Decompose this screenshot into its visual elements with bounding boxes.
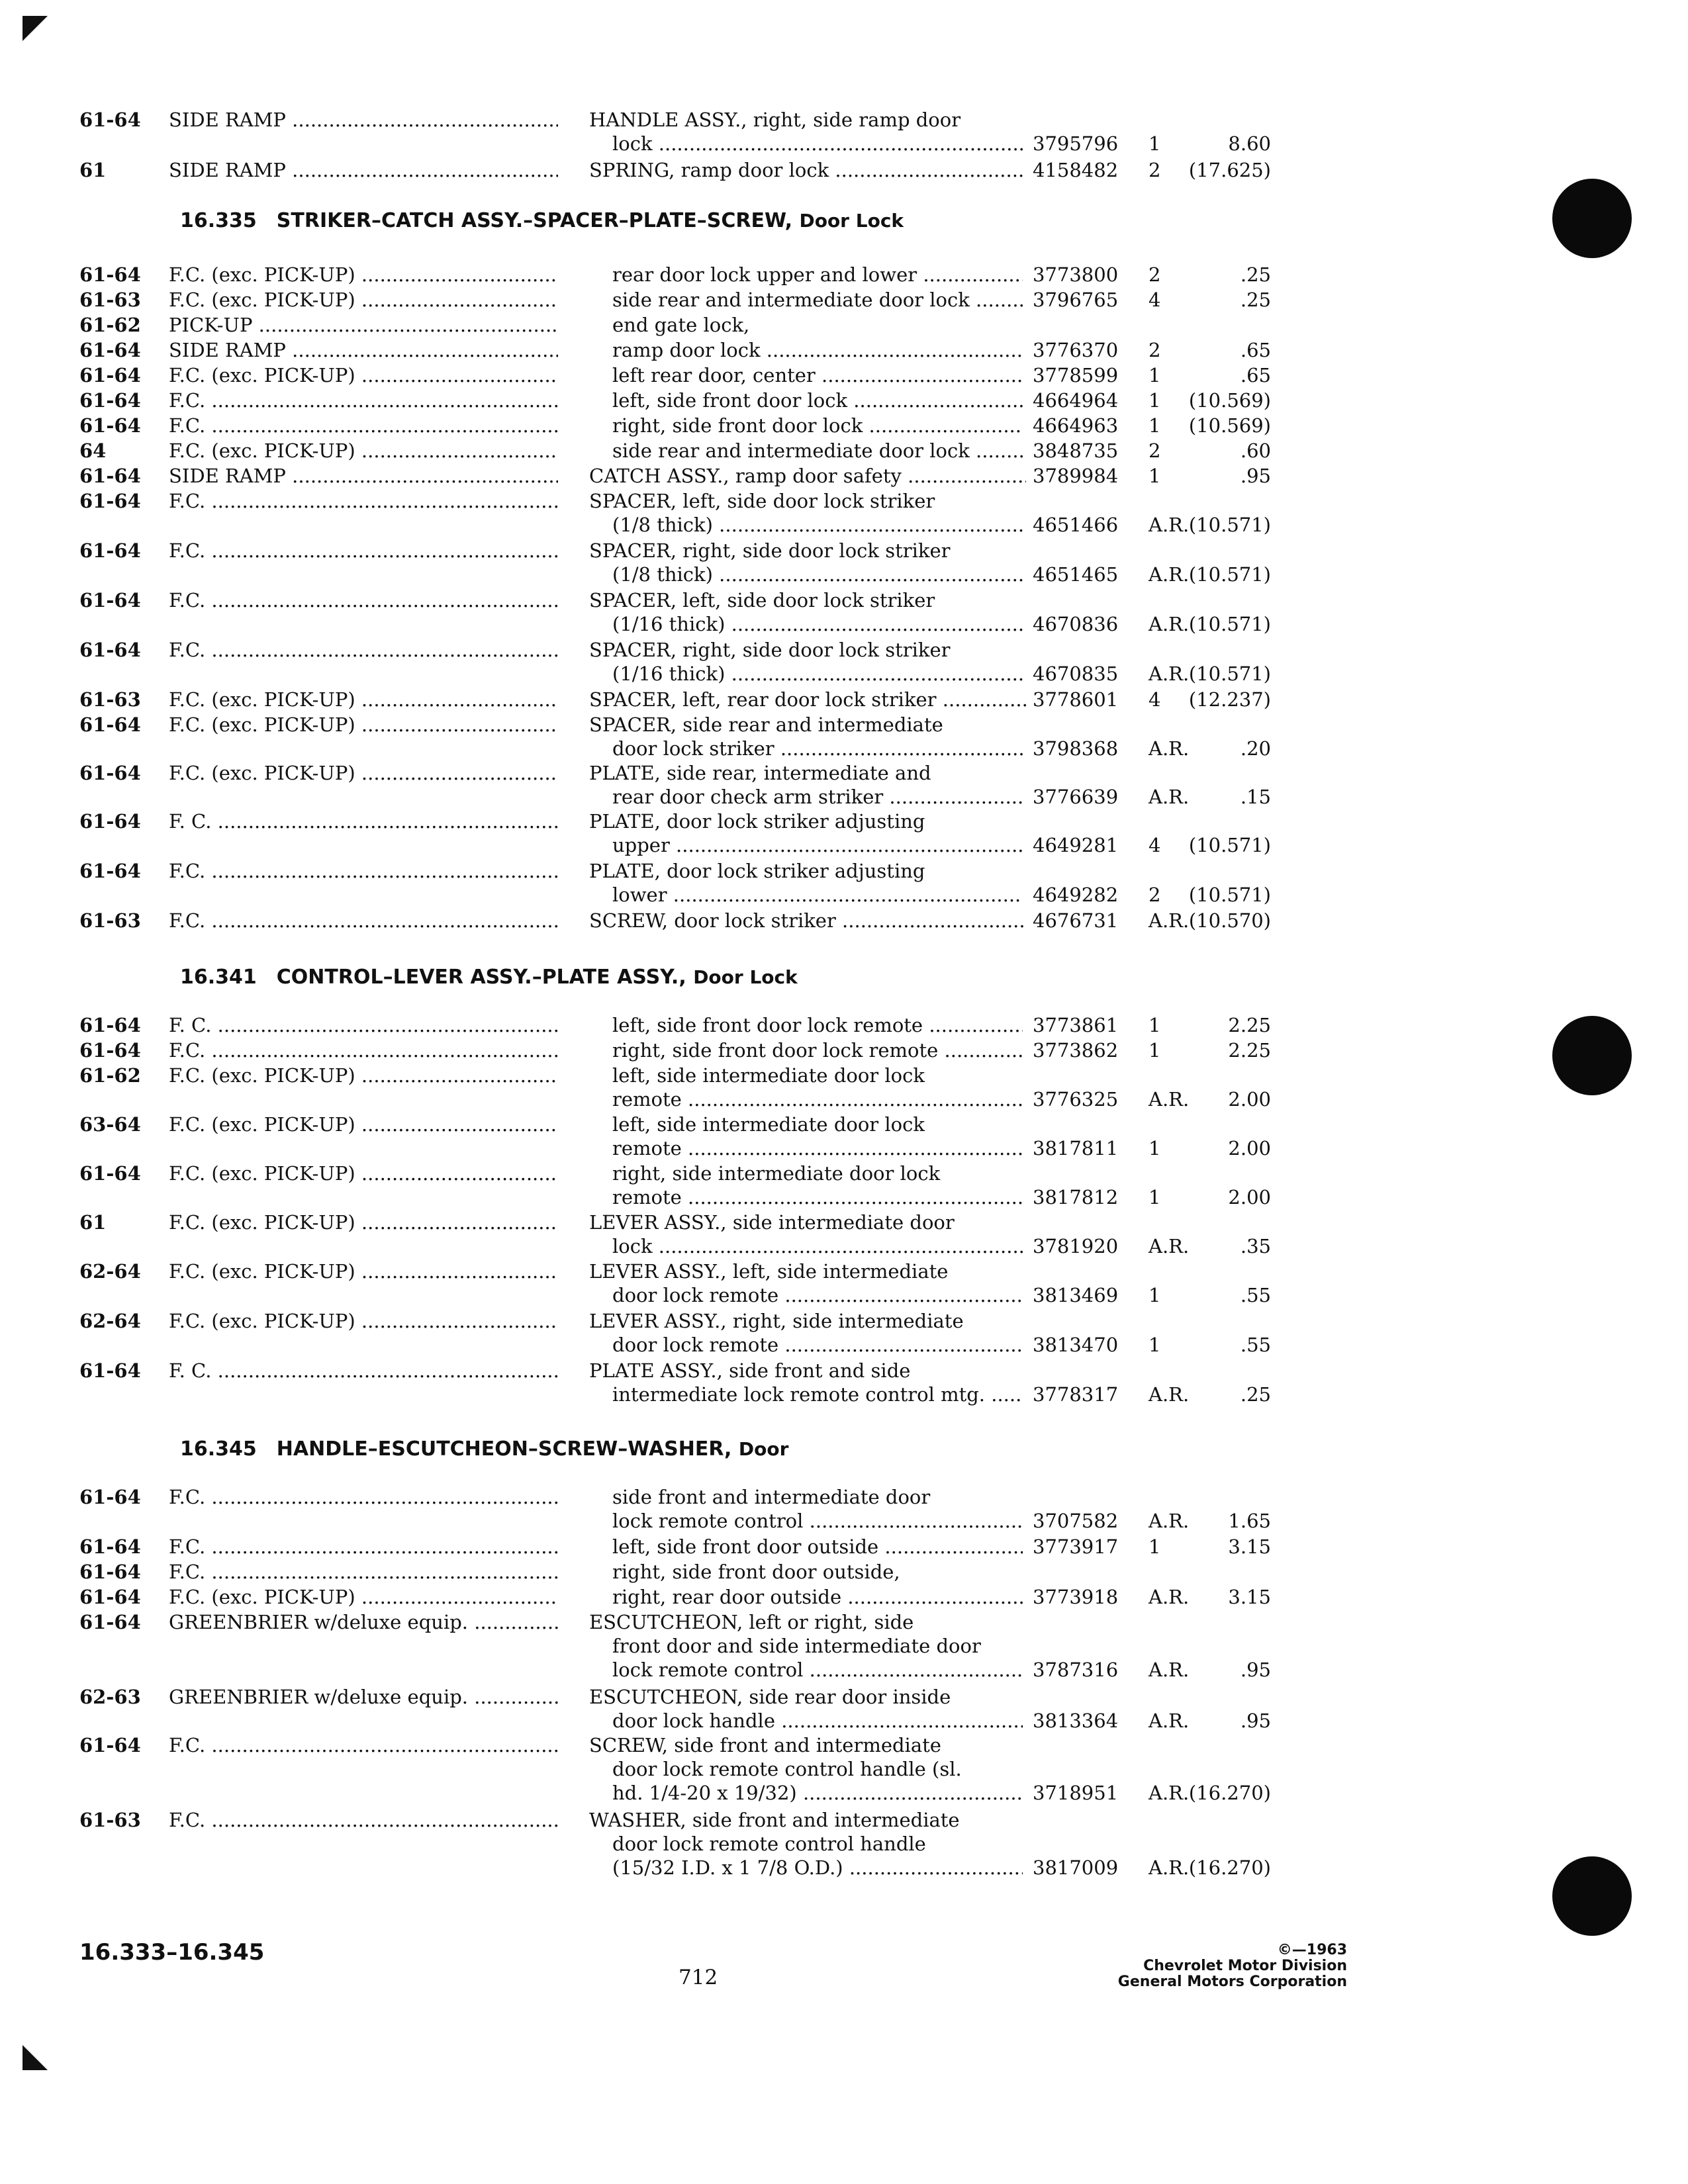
part-description: left, side front door lock .....: [612, 388, 1023, 413]
part-description: front door and side intermediate door: [612, 1635, 981, 1657]
part-number: 3776639: [1033, 786, 1119, 808]
group-number: .20: [1240, 737, 1271, 760]
part-number: 4676731: [1033, 909, 1119, 932]
model-year: 61-64: [79, 490, 141, 512]
vehicle-model: F.C. .....: [169, 1733, 558, 1758]
quantity: 2: [1149, 263, 1161, 286]
part-number: 3773917: [1033, 1535, 1119, 1558]
model-year: 61-62: [79, 1064, 141, 1087]
model-year: 61-64: [79, 589, 141, 612]
part-number: 3776370: [1033, 339, 1119, 361]
quantity: 1: [1149, 1284, 1161, 1306]
group-number: (10.571): [1188, 514, 1271, 536]
copyright-notice: ©—1963: [1277, 1942, 1347, 1958]
quantity: 2: [1149, 439, 1161, 462]
publisher-block: [1086, 1942, 1347, 1990]
section-title: CONTROL–LEVER ASSY.–PLATE ASSY.,: [276, 966, 686, 989]
section-heading: [180, 1435, 788, 1464]
part-description: SPACER, left, side door lock striker: [589, 490, 935, 512]
part-description: (1/16 thick) .....: [612, 612, 1023, 637]
group-number: 2.25: [1228, 1039, 1271, 1062]
vehicle-model: F.C. (exc. PICK-UP) .....: [169, 1161, 558, 1186]
quantity: A.R.: [1149, 1235, 1190, 1257]
quantity: 1: [1149, 132, 1161, 155]
part-description: remote .....: [612, 1136, 1023, 1161]
part-description: lock remote control .....: [612, 1657, 1023, 1682]
section-heading: [180, 963, 798, 992]
group-number: .25: [1240, 1383, 1271, 1406]
model-year: 61-63: [79, 1809, 141, 1831]
part-description: side rear and intermediate door lock .....: [612, 287, 1023, 312]
vehicle-model: F.C. (exc. PICK-UP) .....: [169, 1063, 558, 1088]
footer-section-range: 16.333–16.345: [79, 1939, 265, 1966]
model-year: 61-64: [79, 364, 141, 387]
model-year: 62-64: [79, 1310, 141, 1332]
part-number: 3817811: [1033, 1137, 1119, 1160]
part-number: 3817812: [1033, 1186, 1119, 1208]
group-number: 3.15: [1228, 1586, 1271, 1608]
model-year: 61-64: [79, 109, 141, 131]
quantity: A.R.: [1149, 1782, 1190, 1804]
part-description: right, side intermediate door lock: [612, 1162, 941, 1185]
part-description: lock .....: [612, 131, 1023, 156]
part-description: right, side front door lock .....: [612, 413, 1023, 438]
quantity: 4: [1149, 834, 1161, 856]
vehicle-model: F.C. .....: [169, 588, 558, 613]
model-year: 61-64: [79, 1611, 141, 1633]
quantity: A.R.: [1149, 514, 1190, 536]
vehicle-model: SIDE RAMP .....: [169, 158, 558, 183]
part-number: 3787316: [1033, 1659, 1119, 1681]
part-number: 3781920: [1033, 1235, 1119, 1257]
part-description: SCREW, door lock striker .....: [589, 908, 1026, 933]
quantity: A.R.: [1149, 1586, 1190, 1608]
vehicle-model: F.C. .....: [169, 538, 558, 563]
part-description: PLATE, door lock striker adjusting: [589, 860, 925, 882]
model-year: 61-64: [79, 639, 141, 661]
part-description: remote .....: [612, 1087, 1023, 1112]
group-number: .15: [1240, 786, 1271, 808]
model-year: 61-64: [79, 339, 141, 361]
part-description: left, side intermediate door lock: [612, 1064, 925, 1087]
vehicle-model: F.C. .....: [169, 388, 558, 413]
section-number: 16.341: [180, 966, 257, 989]
part-description: door lock remote control handle (sl.: [612, 1758, 962, 1780]
vehicle-model: GREENBRIER w/deluxe equip. .....: [169, 1684, 558, 1709]
part-number: 4649281: [1033, 834, 1119, 856]
vehicle-model: F.C. (exc. PICK-UP) .....: [169, 438, 558, 463]
vehicle-model: F.C. .....: [169, 1534, 558, 1559]
group-number: .60: [1240, 439, 1271, 462]
vehicle-model: F. C. .....: [169, 1358, 558, 1383]
quantity: 1: [1149, 1186, 1161, 1208]
part-description: right, side front door lock remote .....: [612, 1038, 1023, 1063]
vehicle-model: F.C. .....: [169, 1484, 558, 1510]
vehicle-model: F.C. .....: [169, 908, 558, 933]
part-description: SPACER, right, side door lock striker: [589, 639, 951, 661]
model-year: 62-63: [79, 1686, 141, 1708]
part-description: door lock remote .....: [612, 1283, 1023, 1308]
model-year: 61: [79, 1211, 107, 1234]
group-number: .55: [1240, 1334, 1271, 1356]
vehicle-model: GREENBRIER w/deluxe equip. .....: [169, 1610, 558, 1635]
group-number: 2.25: [1228, 1014, 1271, 1036]
quantity: A.R.: [1149, 786, 1190, 808]
quantity: 1: [1149, 1039, 1161, 1062]
vehicle-model: F. C. .....: [169, 809, 558, 834]
quantity: A.R.: [1149, 1856, 1190, 1879]
part-description: HANDLE ASSY., right, side ramp door: [589, 109, 961, 131]
part-number: 3773918: [1033, 1586, 1119, 1608]
part-description: PLATE ASSY., side front and side: [589, 1359, 911, 1382]
quantity: 1: [1149, 364, 1161, 387]
part-description: left, side front door lock remote .....: [612, 1013, 1023, 1038]
section-title-suffix: Door: [738, 1438, 789, 1460]
model-year: 61-64: [79, 539, 141, 562]
part-description: SPACER, left, side door lock striker: [589, 589, 935, 612]
part-description: side rear and intermediate door lock .....: [612, 438, 1023, 463]
quantity: A.R.: [1149, 1709, 1190, 1732]
group-number: (12.237): [1188, 688, 1271, 711]
group-number: 3.15: [1228, 1535, 1271, 1558]
group-number: 2.00: [1228, 1088, 1271, 1111]
vehicle-model: F.C. (exc. PICK-UP) .....: [169, 1584, 558, 1610]
vehicle-model: F.C. (exc. PICK-UP) .....: [169, 760, 558, 786]
group-number: .25: [1240, 263, 1271, 286]
part-description: door lock striker .....: [612, 736, 1023, 761]
part-description: SPACER, side rear and intermediate: [589, 713, 943, 736]
quantity: 1: [1149, 389, 1161, 412]
part-description: rear door check arm striker .....: [612, 784, 1023, 809]
group-number: .65: [1240, 339, 1271, 361]
part-description: remote .....: [612, 1185, 1023, 1210]
part-description: right, side front door outside,: [612, 1561, 900, 1583]
division-name: Chevrolet Motor Division: [1143, 1958, 1347, 1974]
quantity: 1: [1149, 1137, 1161, 1160]
part-number: 4649282: [1033, 884, 1119, 906]
vehicle-model: F.C. (exc. PICK-UP) .....: [169, 712, 558, 737]
group-number: .95: [1240, 1659, 1271, 1681]
quantity: 1: [1149, 414, 1161, 437]
group-number: (16.270): [1188, 1856, 1271, 1879]
part-description: left, side intermediate door lock: [612, 1113, 925, 1136]
group-number: .55: [1240, 1284, 1271, 1306]
model-year: 61-64: [79, 1535, 141, 1558]
part-description: (1/16 thick) .....: [612, 661, 1023, 686]
group-number: (10.569): [1188, 414, 1271, 437]
model-year: 61-64: [79, 389, 141, 412]
model-year: 61-64: [79, 1162, 141, 1185]
vehicle-model: F.C. (exc. PICK-UP) .....: [169, 1112, 558, 1137]
part-number: 3813364: [1033, 1709, 1119, 1732]
vehicle-model: F.C. .....: [169, 488, 558, 514]
vehicle-model: F.C. .....: [169, 637, 558, 662]
part-description: hd. 1/4-20 x 19/32) .....: [612, 1780, 1023, 1805]
vehicle-model: F.C. .....: [169, 413, 558, 438]
vehicle-model: F.C. .....: [169, 1038, 558, 1063]
model-year: 61-64: [79, 1014, 141, 1036]
part-number: 4651466: [1033, 514, 1119, 536]
group-number: 2.00: [1228, 1186, 1271, 1208]
model-year: 61-63: [79, 909, 141, 932]
model-year: 61-64: [79, 860, 141, 882]
model-year: 61-63: [79, 289, 141, 311]
registration-mark-bottom-left: [23, 2045, 48, 2070]
quantity: 1: [1149, 465, 1161, 487]
part-description: LEVER ASSY., right, side intermediate: [589, 1310, 964, 1332]
section-title-suffix: Door Lock: [799, 210, 904, 232]
part-number: 3813470: [1033, 1334, 1119, 1356]
model-year: 61-64: [79, 810, 141, 833]
quantity: A.R.: [1149, 1510, 1190, 1532]
quantity: 2: [1149, 159, 1161, 181]
model-year: 61-64: [79, 1039, 141, 1062]
quantity: A.R.: [1149, 1383, 1190, 1406]
quantity: 1: [1149, 1334, 1161, 1356]
part-description: door lock handle .....: [612, 1708, 1023, 1733]
group-number: (17.625): [1188, 159, 1271, 181]
model-year: 63-64: [79, 1113, 141, 1136]
vehicle-model: F.C. .....: [169, 858, 558, 884]
group-number: 8.60: [1228, 132, 1271, 155]
section-number: 16.345: [180, 1437, 257, 1461]
part-number: 4664964: [1033, 389, 1119, 412]
model-year: 61-64: [79, 762, 141, 784]
group-number: .65: [1240, 364, 1271, 387]
part-description: left, side front door outside .....: [612, 1534, 1023, 1559]
model-year: 61-62: [79, 314, 141, 336]
group-number: 2.00: [1228, 1137, 1271, 1160]
part-number: 4670836: [1033, 613, 1119, 635]
part-description: lock remote control .....: [612, 1508, 1023, 1533]
group-number: (10.571): [1188, 834, 1271, 856]
vehicle-model: F.C. (exc. PICK-UP) .....: [169, 363, 558, 388]
part-number: 3817009: [1033, 1856, 1119, 1879]
part-description: WASHER, side front and intermediate: [589, 1809, 960, 1831]
part-description: CATCH ASSY., ramp door safety .....: [589, 463, 1026, 488]
part-number: 4651465: [1033, 563, 1119, 586]
vehicle-model: F.C. (exc. PICK-UP) .....: [169, 1210, 558, 1235]
part-description: ESCUTCHEON, left or right, side: [589, 1611, 914, 1633]
part-number: 3789984: [1033, 465, 1119, 487]
part-description: end gate lock,: [612, 314, 750, 336]
registration-mark-top-left: [23, 16, 48, 41]
model-year: 61-64: [79, 1586, 141, 1608]
model-year: 61-64: [79, 414, 141, 437]
section-title-suffix: Door Lock: [693, 966, 798, 988]
part-description: LEVER ASSY., left, side intermediate: [589, 1260, 949, 1283]
part-description: (1/8 thick) .....: [612, 562, 1023, 587]
group-number: .25: [1240, 289, 1271, 311]
vehicle-model: F.C. (exc. PICK-UP) .....: [169, 687, 558, 712]
part-number: 3776325: [1033, 1088, 1119, 1111]
part-number: 3718951: [1033, 1782, 1119, 1804]
part-number: 3798368: [1033, 737, 1119, 760]
quantity: A.R.: [1149, 737, 1190, 760]
part-number: 3707582: [1033, 1510, 1119, 1532]
part-description: intermediate lock remote control mtg. .....: [612, 1382, 1023, 1407]
group-number: 1.65: [1228, 1510, 1271, 1532]
group-number: .35: [1240, 1235, 1271, 1257]
vehicle-model: F.C. (exc. PICK-UP) .....: [169, 287, 558, 312]
vehicle-model: PICK-UP .....: [169, 312, 558, 338]
part-description: ESCUTCHEON, side rear door inside: [589, 1686, 951, 1708]
quantity: A.R.: [1149, 909, 1190, 932]
part-number: 4670835: [1033, 662, 1119, 685]
part-description: lower .....: [612, 882, 1023, 907]
vehicle-model: F.C. (exc. PICK-UP) .....: [169, 262, 558, 287]
quantity: 1: [1149, 1535, 1161, 1558]
model-year: 61: [79, 159, 107, 181]
part-description: PLATE, door lock striker adjusting: [589, 810, 925, 833]
part-number: 3773800: [1033, 263, 1119, 286]
section-heading: [180, 206, 904, 236]
part-number: 3778601: [1033, 688, 1119, 711]
part-number: 3848735: [1033, 439, 1119, 462]
part-description: door lock remote .....: [612, 1332, 1023, 1357]
part-description: SPACER, right, side door lock striker: [589, 539, 951, 562]
model-year: 61-64: [79, 713, 141, 736]
part-number: 4158482: [1033, 159, 1119, 181]
part-number: 3773862: [1033, 1039, 1119, 1062]
part-description: SCREW, side front and intermediate: [589, 1734, 941, 1756]
section-number: 16.335: [180, 209, 257, 232]
part-number: 4664963: [1033, 414, 1119, 437]
model-year: 61-64: [79, 1486, 141, 1508]
group-number: (10.571): [1188, 884, 1271, 906]
part-number: 3773861: [1033, 1014, 1119, 1036]
part-description: upper .....: [612, 833, 1023, 858]
part-description: right, rear door outside .....: [612, 1584, 1023, 1610]
quantity: 2: [1149, 884, 1161, 906]
part-description: (1/8 thick) .....: [612, 512, 1023, 537]
part-description: left rear door, center .....: [612, 363, 1023, 388]
vehicle-model: SIDE RAMP .....: [169, 107, 558, 132]
vehicle-model: F.C. (exc. PICK-UP) .....: [169, 1308, 558, 1334]
model-year: 61-63: [79, 688, 141, 711]
vehicle-model: F.C. (exc. PICK-UP) .....: [169, 1259, 558, 1284]
model-year: 61-64: [79, 263, 141, 286]
part-description: SPACER, left, rear door lock striker .....: [589, 687, 1026, 712]
quantity: A.R.: [1149, 563, 1190, 586]
model-year: 62-64: [79, 1260, 141, 1283]
section-title: HANDLE–ESCUTCHEON–SCREW–WASHER,: [276, 1437, 732, 1461]
binder-hole-top: [1552, 179, 1632, 258]
part-number: 3795796: [1033, 132, 1119, 155]
model-year: 64: [79, 439, 107, 462]
group-number: (10.570): [1188, 909, 1271, 932]
section-title: STRIKER–CATCH ASSY.–SPACER–PLATE–SCREW,: [276, 209, 793, 232]
model-year: 61-64: [79, 1561, 141, 1583]
corporation-name: General Motors Corporation: [1117, 1974, 1347, 1990]
model-year: 61-64: [79, 1734, 141, 1756]
group-number: .95: [1240, 1709, 1271, 1732]
group-number: (10.571): [1188, 662, 1271, 685]
vehicle-model: SIDE RAMP .....: [169, 463, 558, 488]
part-description: PLATE, side rear, intermediate and: [589, 762, 931, 784]
vehicle-model: F. C. .....: [169, 1013, 558, 1038]
part-description: side front and intermediate door: [612, 1486, 931, 1508]
group-number: (16.270): [1188, 1782, 1271, 1804]
model-year: 61-64: [79, 1359, 141, 1382]
part-description: ramp door lock .....: [612, 338, 1023, 363]
quantity: A.R.: [1149, 1659, 1190, 1681]
group-number: (10.571): [1188, 563, 1271, 586]
part-description: (15/32 I.D. x 1 7/8 O.D.) .....: [612, 1855, 1023, 1880]
part-number: 3813469: [1033, 1284, 1119, 1306]
group-number: (10.571): [1188, 613, 1271, 635]
group-number: .95: [1240, 465, 1271, 487]
quantity: 2: [1149, 339, 1161, 361]
part-description: LEVER ASSY., side intermediate door: [589, 1211, 955, 1234]
part-description: rear door lock upper and lower .....: [612, 262, 1023, 287]
quantity: A.R.: [1149, 662, 1190, 685]
group-number: (10.569): [1188, 389, 1271, 412]
quantity: 4: [1149, 289, 1161, 311]
quantity: 4: [1149, 688, 1161, 711]
model-year: 61-64: [79, 465, 141, 487]
quantity: A.R.: [1149, 1088, 1190, 1111]
vehicle-model: SIDE RAMP .....: [169, 338, 558, 363]
page-number: 712: [679, 1966, 718, 1989]
vehicle-model: F.C. .....: [169, 1807, 558, 1833]
quantity: A.R.: [1149, 613, 1190, 635]
part-number: 3796765: [1033, 289, 1119, 311]
part-description: lock .....: [612, 1234, 1023, 1259]
part-description: SPRING, ramp door lock .....: [589, 158, 1026, 183]
part-number: 3778317: [1033, 1383, 1119, 1406]
part-description: door lock remote control handle: [612, 1833, 926, 1855]
quantity: 1: [1149, 1014, 1161, 1036]
vehicle-model: F.C. .....: [169, 1559, 558, 1584]
part-number: 3778599: [1033, 364, 1119, 387]
